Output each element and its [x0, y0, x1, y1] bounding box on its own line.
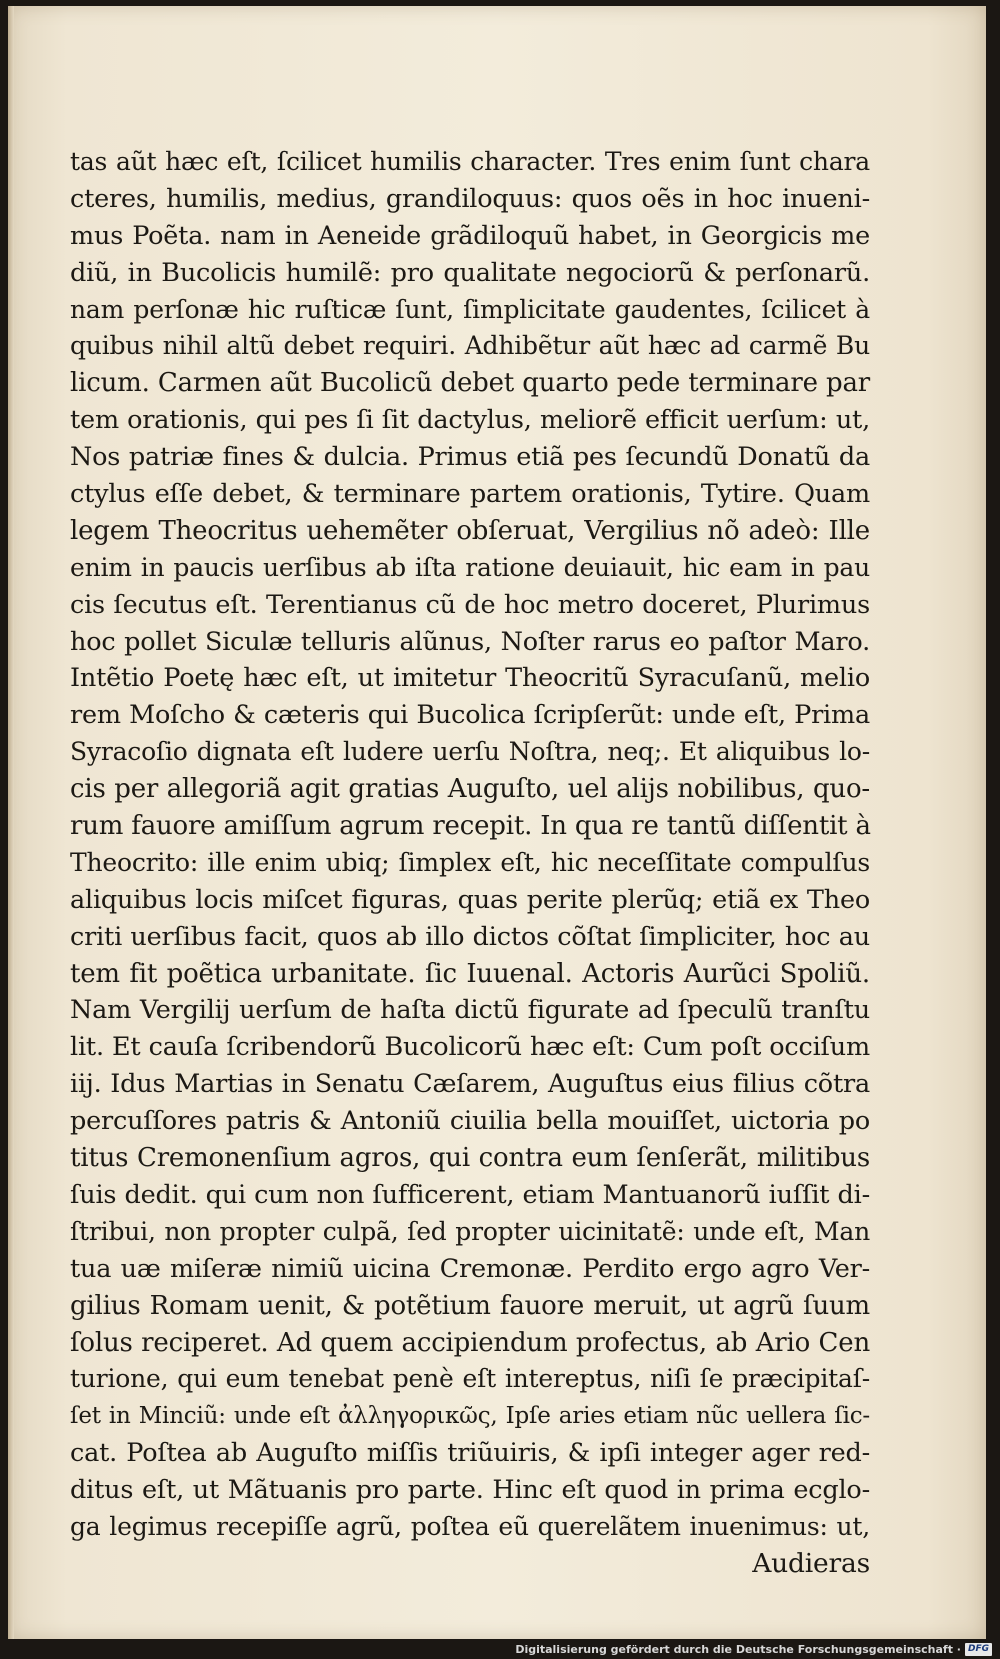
digitization-credit — [515, 1641, 992, 1657]
text-line: mus Poẽta. nam in Aeneide grãdiloquũ habet, in Georgicis me — [70, 220, 870, 251]
text-line: titus Cremonenſium agros, qui contra eum ſenſerãt, militibus — [70, 1143, 870, 1174]
credit-text: Digitalisierung gefördert durch die Deutsche Forschungsgemeinschaft · — [515, 1642, 961, 1656]
book-page — [8, 6, 986, 1639]
text-line: nam perſonæ hic ruſticæ ſunt, ſimplicitate gaudentes, ſcilicet à — [70, 294, 870, 324]
catchword: Audieras — [752, 1547, 870, 1579]
text-line: ditus eſt, ut Mãtuanis pro parte. Hinc eſt quod in prima ecglo- — [70, 1475, 870, 1506]
text-line: Intẽtio Poetę hæc eſt, ut imitetur Theocritũ Syracuſanũ, melio — [70, 663, 870, 694]
text-line: ſet in Minciũ: unde eſt ἀλληγορικῶς, Ipſe aries etiam nũc uellera ſic- — [70, 1403, 870, 1430]
text-line: enim in paucis uerſibus ab iſta ratione deuiauit, hic eam in pau — [70, 552, 870, 582]
text-line: aliquibus locis miſcet figuras, quas perite plerũq; etiã ex Theo — [70, 884, 870, 915]
dfg-logo-icon: DFG — [965, 1643, 992, 1656]
text-line: criti uerſibus facit, quos ab illo dictos cõſtat ſimpliciter, hoc au — [70, 921, 870, 952]
text-line: lit. Et cauſa ſcribendorũ Bucolicorũ hæc eſt: Cum poſt occiſum — [70, 1032, 870, 1063]
text-line: tem orationis, qui pes ſi ſit dactylus, meliorẽ efficit uerſum: ut, — [70, 405, 870, 436]
page-spine-shadow — [8, 6, 14, 1639]
text-line: diũ, in Bucolicis humilẽ: pro qualitate negociorũ & perſonarũ. — [70, 257, 870, 288]
text-line: ſuis dedit. qui cum non ſufficerent, etiam Mantuanorũ iuſſit di- — [70, 1179, 870, 1210]
text-line: Nam Vergilij uerſum de haſta dictũ figurate ad ſpeculũ tranſtu — [70, 995, 870, 1026]
text-line: licum. Carmen aũt Bucolicũ debet quarto pede terminare par — [70, 368, 870, 399]
text-line: quibus nihil altũ debet requiri. Adhibẽtur aũt hæc ad carmẽ Bu — [70, 331, 870, 361]
text-line: cat. Poſtea ab Auguſto miſſis triũuiris, & ipſi integer ager red- — [70, 1438, 870, 1469]
text-line: ſolus reciperet. Ad quem accipiendum profectus, ab Ario Cen — [70, 1327, 870, 1358]
text-line: iij. Idus Martias in Senatu Cæſarem, Auguſtus eius filius cõtra — [70, 1069, 870, 1100]
text-line: gilius Romam uenit, & potẽtium fauore meruit, ut agrũ ſuum — [70, 1290, 870, 1321]
text-line: tas aũt hæc eſt, ſcilicet humilis character. Tres enim ſunt chara — [70, 147, 870, 176]
text-line: rem Moſcho & cæteris qui Bucolica ſcripſerũt: unde eſt, Prima — [70, 700, 870, 731]
body-text — [70, 144, 870, 1583]
text-line: cis per allegoriã agit gratias Auguſto, uel alijs nobilibus, quo- — [70, 774, 870, 805]
text-line: percuſſores patris & Antoniũ ciuilia bella mouiſſet, uictoria po — [70, 1106, 870, 1137]
text-line: rum fauore amiſſum agrum recepit. In qua re tantũ diſſentit à — [70, 811, 871, 842]
text-line: hoc pollet Siculæ telluris alũnus, Noſter rarus eo paſtor Maro. — [70, 626, 870, 657]
text-line: tua uæ miſeræ nimiũ uicina Cremonæ. Perdito ergo agro Ver- — [70, 1253, 870, 1284]
text-line: turione, qui eum tenebat penè eſt intereptus, niſi ſe præcipitaſ- — [70, 1364, 870, 1394]
text-line: Theocrito: ille enim ubiq; ſimplex eſt, hic neceſſitate compulſus — [70, 847, 870, 877]
text-line: ctylus eſſe debet, & terminare partem orationis, Tytire. Quam — [70, 479, 870, 510]
text-line: cis ſecutus eſt. Terentianus cũ de hoc metro doceret, Plurimus — [70, 589, 870, 620]
text-line: tem fit poẽtica urbanitate. ſic Iuuenal. Actoris Aurũci Spoliũ. — [70, 958, 870, 989]
text-line: Syracoſio dignata eſt ludere uerſu Noſtra, neq;. Et aliquibus lo- — [70, 737, 870, 767]
text-line: ſtribui, non propter culpã, ſed propter uicinitatẽ: unde eſt, Man — [70, 1216, 870, 1246]
text-line: Nos patriæ fines & dulcia. Primus etiã pes ſecundũ Donatũ da — [70, 442, 870, 473]
text-line: legem Theocritus uehemẽter obſeruat, Vergilius nõ adeò: Ille — [70, 515, 870, 546]
text-line: cteres, humilis, medius, grandiloquus: quos oẽs in hoc inueni- — [70, 183, 870, 214]
text-line: ga legimus recepiſſe agrũ, poſtea eũ querelãtem inuenimus: ut, — [70, 1511, 870, 1541]
